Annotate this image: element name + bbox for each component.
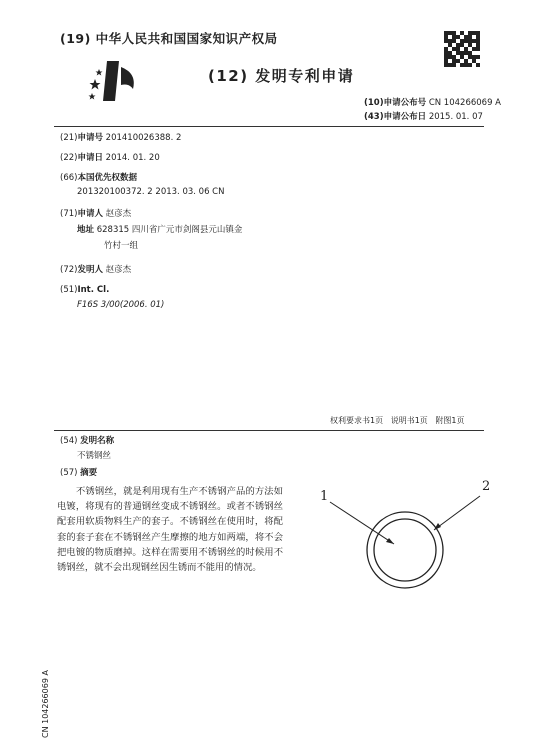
application-number-code: (21) [60,133,78,143]
application-number-row [60,132,181,144]
cnipa-logo-icon [85,57,145,107]
application-number: 201410026388. 2 [105,133,182,143]
applicant-label: 申请人 [77,209,103,219]
priority-value: 201320100372. 2 2013. 03. 06 CN [77,187,225,197]
publication-number-row [364,97,501,109]
side-publication-number: CN 104266069 A [41,670,50,738]
invention-name-row [60,435,114,447]
qr-code-icon [444,31,480,67]
abstract-heading-row [60,467,97,479]
abstract-text: 不锈钢丝，就是利用现有生产不锈钢产品的方法如电镀，将现有的普通钢丝变成不锈钢丝。或者不锈钢丝配套用软质物料生产的套子。不锈钢丝在使用时，将配套的套子套在不锈钢丝产生摩擦的地方如两端，将不会把电镀的物质磨掉。这样在需要用不锈钢丝的时候用不锈钢丝，就不会出现钢丝因生锈而不能用的情况。 [57,486,283,574]
int-cl-code: (51) [60,285,78,295]
application-date-code: (22) [60,153,78,163]
publication-date-label: (43)申请公布日 [364,112,427,122]
inner-circle [374,519,436,581]
application-number-label: 申请号 [77,133,103,143]
int-cl-value: F16S 3/00(2006. 01) [77,300,165,310]
page-counts: 权利要求书1页 说明书1页 附图1页 [330,416,465,425]
applicant-code: (71) [60,209,78,219]
inventor-label: 发明人 [77,265,103,275]
priority-code: (66) [60,173,78,183]
address-line-2: 竹村一组 [104,241,139,251]
invention-name-label: 发明名称 [80,436,115,446]
header-divider [54,126,484,127]
figure-label-2: 2 [482,479,491,494]
inventor-code: (72) [60,265,78,275]
publication-date: 2015. 01. 07 [428,112,483,122]
outer-circle [367,512,443,588]
document-title: (12) 发明专利申请 [208,67,355,85]
int-cl-row [60,284,109,296]
invention-name: 不锈钢丝 [77,451,112,461]
section-divider [54,430,484,431]
int-cl-label: Int. Cl. [77,285,110,295]
inventor-row [60,264,131,276]
leader-line-1 [330,502,394,544]
applicant-name: 赵彦杰 [105,209,132,219]
abstract-figure [300,470,510,610]
application-date-row [60,152,160,164]
priority-label: 本国优先权数据 [77,173,137,183]
arrow-1-icon [386,538,394,544]
address-row [77,224,242,236]
abstract-label: 摘要 [80,468,98,478]
leader-line-2 [434,496,480,530]
office-name: (19) 中华人民共和国国家知识产权局 [60,31,278,46]
application-date: 2014. 01. 20 [105,153,160,163]
publication-date-row [364,111,483,123]
address-line-1: 628315 四川省广元市剑阁县元山镇金 [96,225,243,235]
publication-number: CN 104266069 A [428,98,501,108]
figure-label-1: 1 [320,489,329,504]
abstract-code: (57) [60,468,78,478]
priority-row [60,172,137,184]
applicant-row [60,208,131,220]
publication-number-label: (10)申请公布号 [364,98,427,108]
address-label: 地址 [77,225,95,235]
invention-name-code: (54) [60,436,78,446]
inventor-name: 赵彦杰 [105,265,132,275]
application-date-label: 申请日 [77,153,103,163]
